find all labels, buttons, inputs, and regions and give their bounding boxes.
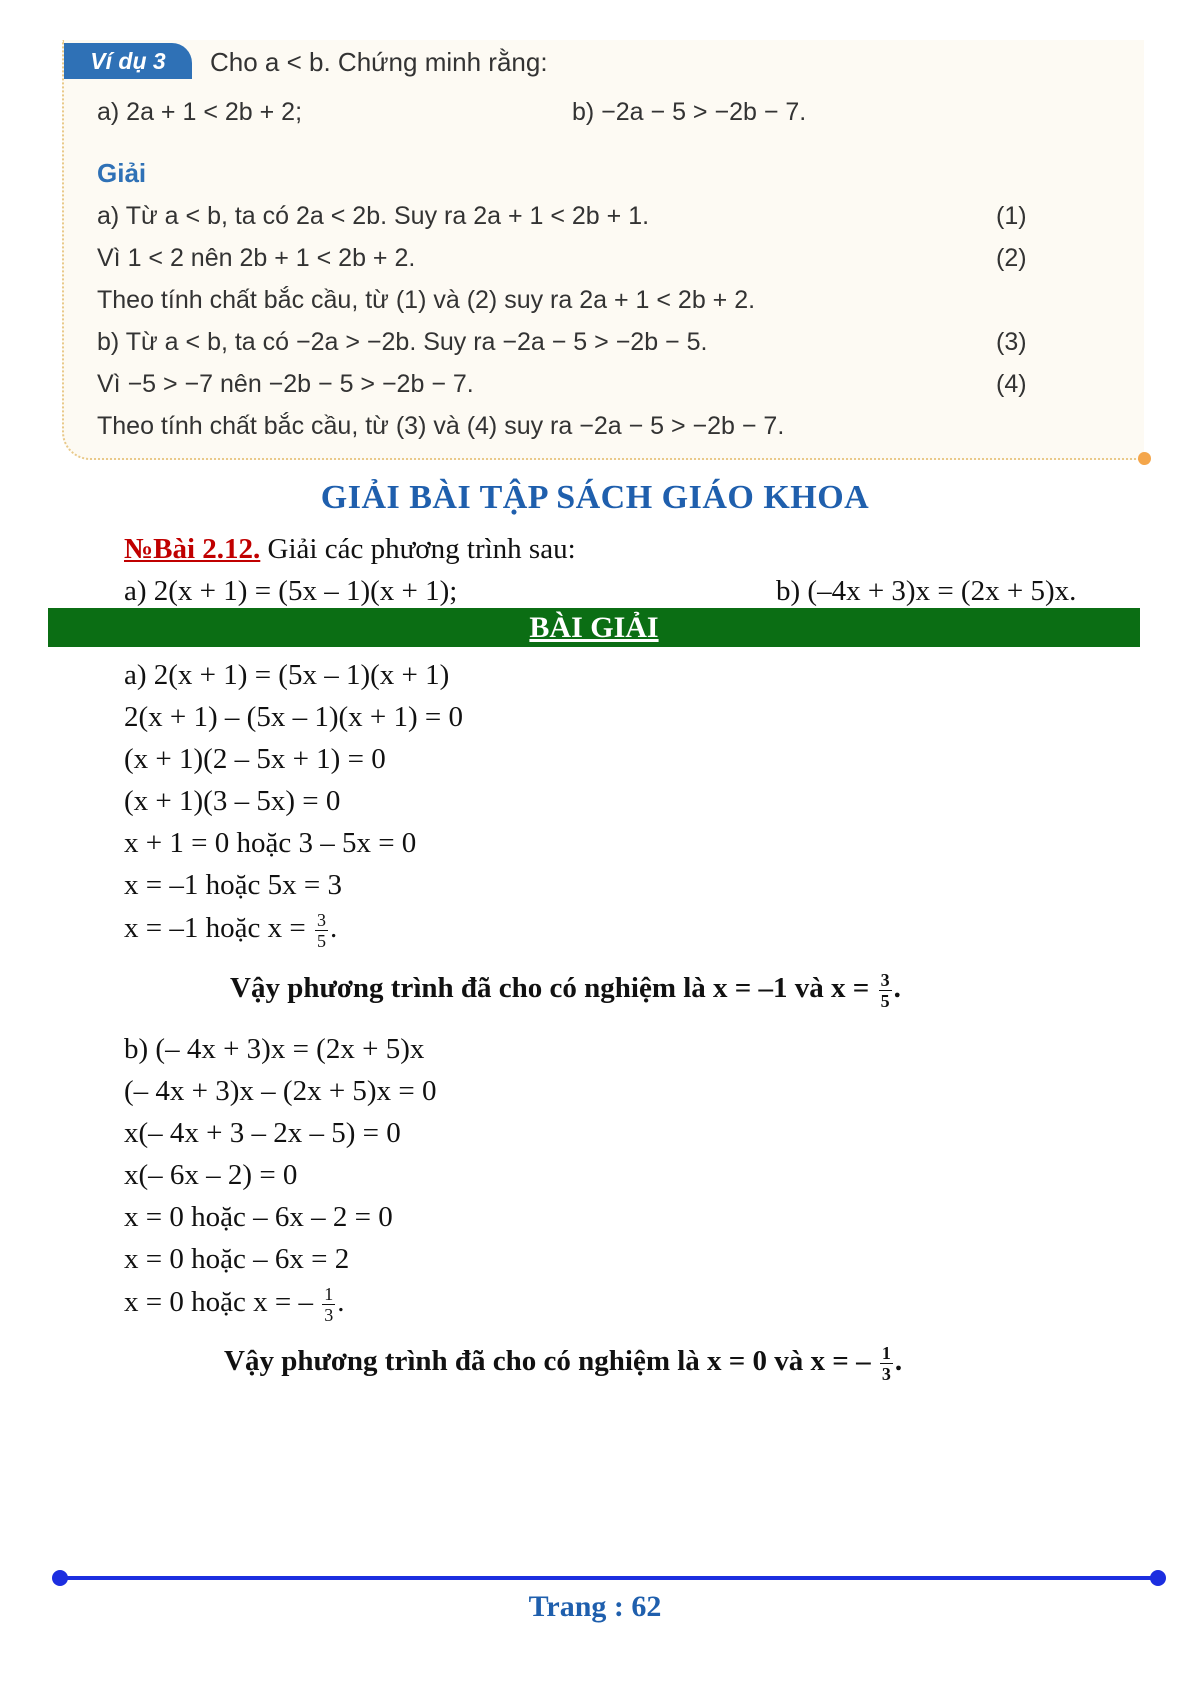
final-step-text: x = 0 hoặc x = – [124, 1286, 321, 1319]
solution-step: x(– 4x + 3 – 2x – 5) = 0 [124, 1117, 401, 1149]
solution-step: a) 2(x + 1) = (5x – 1)(x + 1) [124, 659, 450, 691]
fraction-denominator: 3 [881, 1364, 891, 1384]
problem-part-b: b) (–4x + 3)x = (2x + 5)x. [776, 575, 1077, 607]
solution-step-final [124, 1284, 344, 1325]
footer-line [58, 1576, 1154, 1580]
example-line: b) Từ a < b, ta có −2a > −2b. Suy ra −2a − 5 > −2b − 5. [97, 328, 708, 356]
example-line: Theo tính chất bắc cầu, từ (3) và (4) suy ra −2a − 5 > −2b − 7. [97, 412, 785, 440]
solution-step: x = –1 hoặc 5x = 3 [124, 869, 342, 901]
example-line: Vì 1 < 2 nên 2b + 1 < 2b + 2. [97, 244, 416, 272]
fraction-denominator: 5 [880, 991, 890, 1011]
final-step-suffix: . [329, 912, 338, 945]
solution-step: x(– 6x – 2) = 0 [124, 1159, 298, 1191]
example-line-tag: (3) [996, 328, 1027, 356]
example-badge: Ví dụ 3 [64, 43, 192, 79]
fraction-numerator: 1 [881, 1343, 891, 1363]
example-line: a) Từ a < b, ta có 2a < 2b. Suy ra 2a + 1 < 2b + 1. [97, 202, 650, 230]
example-line: Vì −5 > −7 nên −2b − 5 > −2b − 7. [97, 370, 474, 398]
footer-dot-right [1150, 1570, 1166, 1586]
example-line-tag: (2) [996, 244, 1027, 272]
conclusion-suffix: . [894, 1345, 903, 1378]
problem-label: №Bài 2.12. [124, 533, 261, 565]
solution-step: (x + 1)(3 – 5x) = 0 [124, 785, 341, 817]
example-prompt: Cho a < b. Chứng minh rằng: [210, 47, 548, 77]
conclusion-text: Vậy phương trình đã cho có nghiệm là x = 0 và x = – [224, 1345, 878, 1378]
solution-step: (x + 1)(2 – 5x + 1) = 0 [124, 743, 386, 775]
solution-step: b) (– 4x + 3)x = (2x + 5)x [124, 1033, 425, 1065]
page-number: Trang : 62 [528, 1590, 662, 1623]
decorative-dot [1138, 452, 1151, 465]
example-part-a: a) 2a + 1 < 2b + 2; [97, 98, 303, 126]
footer-dot-left [52, 1570, 68, 1586]
final-step-text: x = –1 hoặc x = [124, 912, 313, 945]
solution-conclusion [224, 1343, 902, 1384]
problem-part-a: a) 2(x + 1) = (5x – 1)(x + 1); [124, 575, 458, 607]
solution-step: x = 0 hoặc – 6x = 2 [124, 1243, 350, 1275]
final-step-suffix: . [337, 1286, 345, 1319]
example-line-tag: (4) [996, 370, 1027, 398]
section-title: GIẢI BÀI TẬP SÁCH GIÁO KHOA [320, 479, 870, 516]
problem-text: Giải các phương trình sau: [260, 533, 576, 565]
solution-step: x = 0 hoặc – 6x – 2 = 0 [124, 1201, 393, 1233]
example-line-tag: (1) [996, 202, 1027, 230]
fraction [879, 970, 892, 1011]
solution-step-final [124, 910, 337, 951]
fraction-numerator: 3 [880, 970, 890, 990]
solution-label: Giải [97, 158, 147, 188]
conclusion-suffix: . [893, 972, 901, 1005]
fraction-numerator: 1 [324, 1284, 334, 1304]
problem-statement [124, 533, 576, 566]
solution-step: x + 1 = 0 hoặc 3 – 5x = 0 [124, 827, 417, 859]
fraction [880, 1343, 893, 1384]
fraction-denominator: 3 [324, 1305, 334, 1325]
fraction-denominator: 5 [316, 931, 326, 951]
conclusion-text: Vậy phương trình đã cho có nghiệm là x = –1 và x = [230, 972, 877, 1005]
solution-step: 2(x + 1) – (5x – 1)(x + 1) = 0 [124, 701, 464, 733]
solution-header: BÀI GIẢI [529, 611, 659, 644]
fraction [322, 1284, 335, 1325]
fraction [315, 910, 328, 951]
example-line: Theo tính chất bắc cầu, từ (1) và (2) suy ra 2a + 1 < 2b + 2. [97, 286, 756, 314]
solution-step: (– 4x + 3)x – (2x + 5)x = 0 [124, 1075, 437, 1107]
fraction-numerator: 3 [316, 910, 326, 930]
example-part-b: b) −2a − 5 > −2b − 7. [572, 98, 807, 126]
solution-header-bar [48, 608, 1140, 647]
solution-conclusion [230, 970, 901, 1011]
